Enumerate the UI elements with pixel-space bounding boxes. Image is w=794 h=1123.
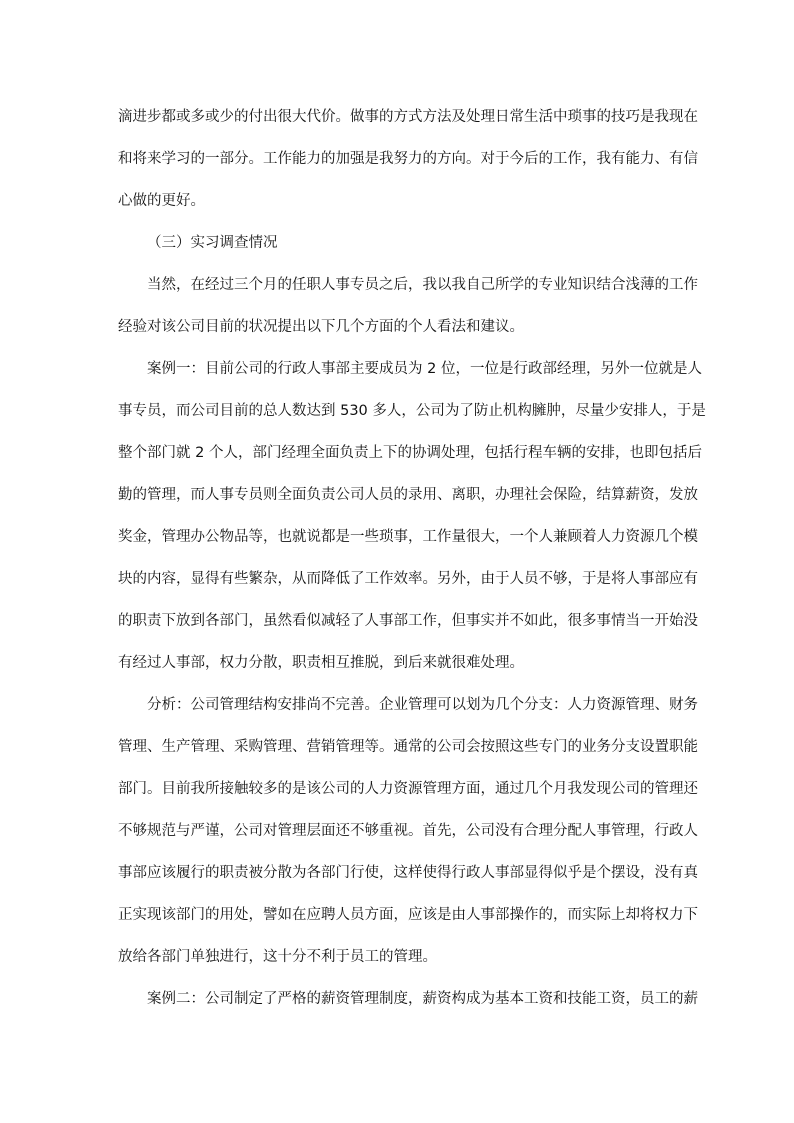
text-line: 管理、生产管理、采购管理、营销管理等。通常的公司会按照这些专门的业务分支设置职能 — [118, 739, 698, 755]
text-line: 滴进步都或多或少的付出很大代价。做事的方式方法及处理日常生活中琐事的技巧是我现在 — [118, 109, 698, 125]
text-line: 块的内容，显得有些繁杂，从而降低了工作效率。另外，由于人员不够，于是将人事部应有 — [118, 571, 698, 587]
text-line: 和将来学习的一部分。工作能力的加强是我努力的方向。对于今后的工作，我有能力、有信 — [118, 151, 698, 167]
text-line: 奖金，管理办公物品等，也就说都是一些琐事，工作量很大，一个人兼顾着人力资源几个模 — [118, 529, 698, 545]
text-line: 案例二：公司制定了严格的薪资管理制度，薪资构成为基本工资和技能工资，员工的薪 — [147, 991, 698, 1007]
text-line: 整个部门就 2 个人，部门经理全面负责上下的协调处理，包括行程车辆的安排，也即包括后 — [118, 445, 702, 461]
text-line: 事专员，而公司目前的总人数达到 530 多人，公司为了防止机构臃肿，尽量少安排人，于是 — [118, 403, 706, 419]
text-line: 勤的管理，而人事专员则全面负责公司人员的录用、离职，办理社会保险，结算薪资，发放 — [118, 487, 698, 503]
text-line: 不够规范与严谨，公司对管理层面还不够重视。首先，公司没有合理分配人事管理，行政人 — [118, 823, 698, 839]
text-line: 心做的更好。 — [118, 193, 205, 209]
text-line: 事部应该履行的职责被分散为各部门行使，这样使得行政人事部显得似乎是个摆设，没有真 — [118, 865, 698, 881]
section-heading: （三）实习调查情况 — [147, 235, 278, 251]
text-line: 案例一：目前公司的行政人事部主要成员为 2 位，一位是行政部经理，另外一位就是人 — [147, 361, 702, 377]
text-line: 有经过人事部，权力分散，职责相互推脱，到后来就很难处理。 — [118, 655, 524, 671]
text-line: 部门。目前我所接触较多的是该公司的人力资源管理方面，通过几个月我发现公司的管理还 — [118, 781, 698, 797]
text-line: 放给各部门单独进行，这十分不利于员工的管理。 — [118, 949, 437, 965]
text-line: 的职责下放到各部门，虽然看似减轻了人事部工作，但事实并不如此，很多事情当一开始没 — [118, 613, 698, 629]
text-line: 当然，在经过三个月的任职人事专员之后，我以我自己所学的专业知识结合浅薄的工作 — [147, 277, 698, 293]
text-line: 分析：公司管理结构安排尚不完善。企业管理可以划为几个分支：人力资源管理、财务 — [147, 697, 698, 713]
text-line: 经验对该公司目前的状况提出以下几个方面的个人看法和建议。 — [118, 319, 524, 335]
text-line: 正实现该部门的用处，譬如在应聘人员方面，应该是由人事部操作的，而实际上却将权力下 — [118, 907, 698, 923]
